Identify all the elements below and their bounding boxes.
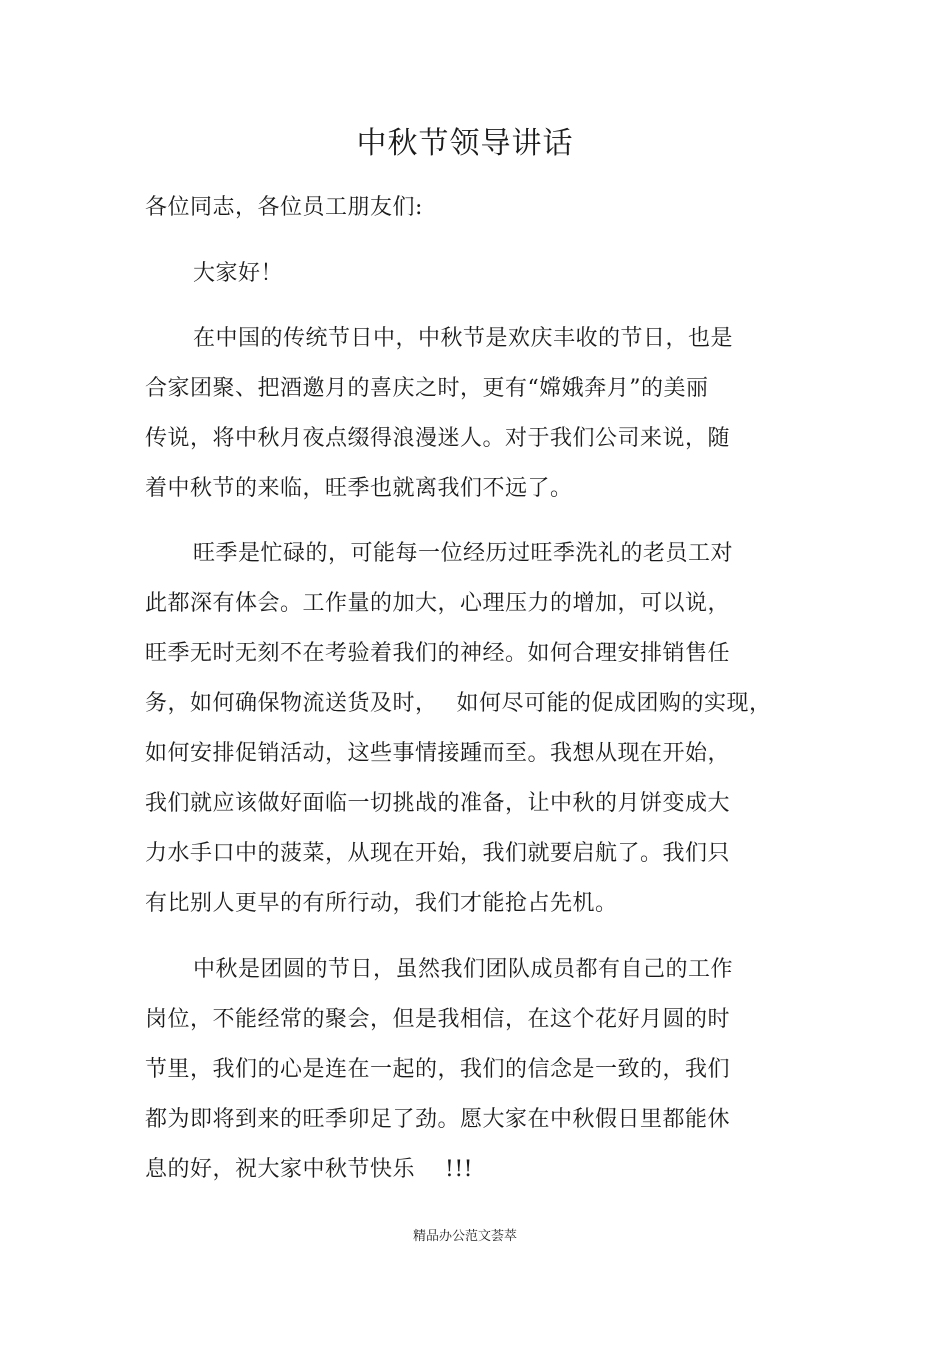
paragraph-3-line: 息的好，祝大家中秋节快乐 !!! — [145, 1157, 474, 1182]
paragraph-2-line: 此都深有体会。工作量的加大，心理压力的增加，可以说， — [145, 591, 731, 616]
paragraph-2-line: 有比别人更早的有所行动，我们才能抢占先机。 — [145, 891, 618, 916]
paragraph-2-line: 我们就应该做好面临一切挑战的准备，让中秋的月饼变成大 — [145, 791, 731, 816]
paragraph-2-line: 旺季无时无刻不在考验着我们的神经。如何合理安排销售任 — [145, 641, 731, 666]
salutation: 各位同志，各位员工朋友们: — [145, 195, 423, 220]
paragraph-1-line: 在中国的传统节日中，中秋节是欢庆丰收的节日，也是 — [193, 326, 734, 351]
document-title: 中秋节领导讲话 — [356, 126, 574, 161]
page-footer: 精品办公范文荟萃 — [412, 1229, 517, 1244]
paragraph-3-line: 岗位，不能经常的聚会，但是我相信，在这个花好月圆的时 — [145, 1007, 731, 1032]
paragraph-1-line: 传说，将中秋月夜点缀得浪漫迷人。对于我们公司来说，随 — [145, 426, 731, 451]
paragraph-2-line: 务，如何确保物流送货及时， 如何尽可能的促成团购的实现， — [145, 691, 772, 716]
paragraph-3-line: 中秋是团圆的节日，虽然我们团队成员都有自己的工作 — [193, 957, 734, 982]
paragraph-2-line: 如何安排促销活动，这些事情接踵而至。我想从现在开始， — [145, 741, 731, 766]
greeting: 大家好！ — [193, 261, 284, 286]
paragraph-2-line: 旺季是忙碌的，可能每一位经历过旺季洗礼的老员工对 — [193, 541, 734, 566]
paragraph-1-line: 合家团聚、把酒邀月的喜庆之时，更有“嫦娥奔月”的美丽 — [145, 376, 709, 401]
paragraph-3-line: 都为即将到来的旺季卯足了劲。愿大家在中秋假日里都能休 — [145, 1107, 731, 1132]
paragraph-2-line: 力水手口中的菠菜，从现在开始，我们就要启航了。我们只 — [145, 841, 731, 866]
paragraph-3-line: 节里，我们的心是连在一起的，我们的信念是一致的，我们 — [145, 1057, 731, 1082]
paragraph-1-line: 着中秋节的来临，旺季也就离我们不远了。 — [145, 476, 573, 501]
